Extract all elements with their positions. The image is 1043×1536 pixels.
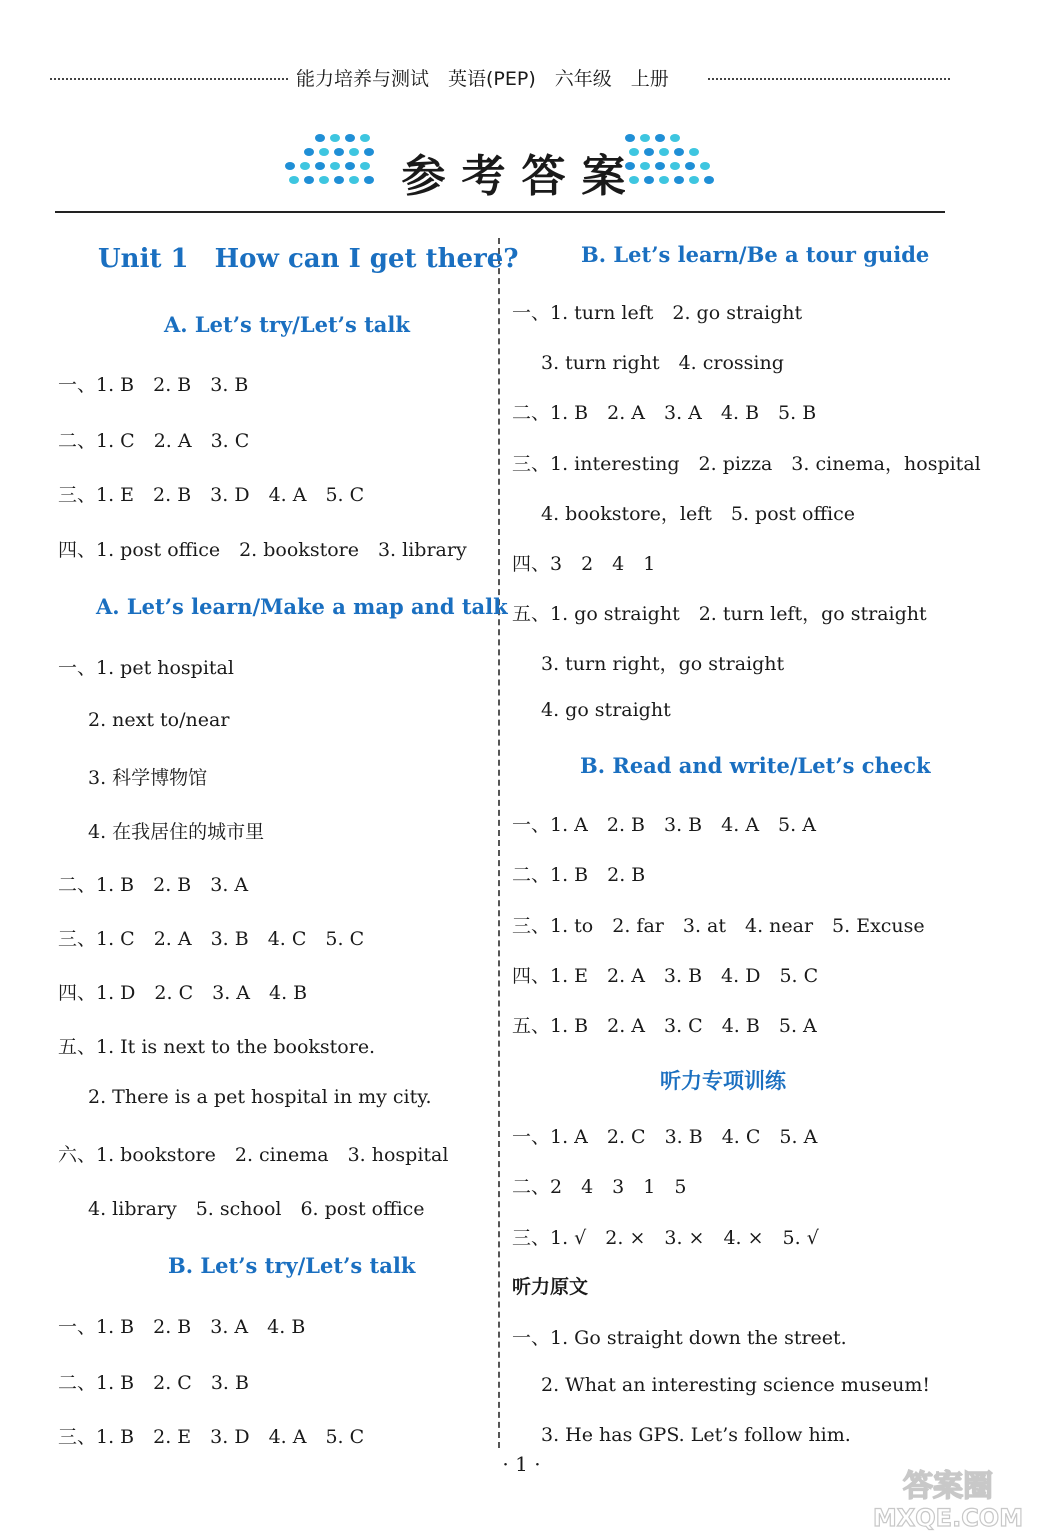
answer-line: 一、1. pet hospital bbox=[58, 657, 234, 679]
watermark-logo bbox=[863, 1466, 1033, 1532]
answer-line: 四、1. D 2. C 3. A 4. B bbox=[58, 982, 308, 1004]
answer-line: 2. next to/near bbox=[88, 709, 230, 731]
section-heading: B. Let’s try/Let’s talk bbox=[168, 1253, 416, 1278]
answer-line: 4. library 5. school 6. post office bbox=[88, 1198, 425, 1220]
answer-line: 三、1. C 2. A 3. B 4. C 5. C bbox=[58, 928, 365, 950]
header-dots-left bbox=[50, 78, 288, 80]
answer-line: 3. He has GPS. Let’s follow him. bbox=[541, 1424, 851, 1446]
section-heading: B. Let’s learn/Be a tour guide bbox=[581, 242, 930, 267]
page-number: · 1 · bbox=[502, 1452, 541, 1476]
answer-line: 一、1. A 2. C 3. B 4. C 5. A bbox=[512, 1126, 818, 1148]
column-divider bbox=[498, 238, 500, 1448]
answer-line: 3. 科学博物馆 bbox=[88, 767, 208, 789]
answer-line: 五、1. go straight 2. turn left，go straight bbox=[512, 603, 927, 625]
answer-line: 4. 在我居住的城市里 bbox=[88, 821, 265, 843]
answer-line: 四、1. E 2. A 3. B 4. D 5. C bbox=[512, 965, 819, 987]
answer-line: 二、1. B 2. C 3. B bbox=[58, 1372, 249, 1394]
section-heading: B. Read and write/Let’s check bbox=[580, 753, 931, 778]
answer-line: 4. bookstore，left 5. post office bbox=[541, 503, 855, 525]
answer-line: 三、1. interesting 2. pizza 3. cinema，hospital bbox=[512, 453, 981, 475]
answer-line: 四、3 2 4 1 bbox=[512, 553, 656, 575]
answer-line: 五、1. It is next to the bookstore. bbox=[58, 1036, 376, 1058]
answer-line: 4. go straight bbox=[541, 699, 671, 721]
header-text: 能力培养与测试 英语(PEP) 六年级 上册 bbox=[296, 68, 669, 90]
answer-line: 六、1. bookstore 2. cinema 3. hospital bbox=[58, 1144, 449, 1166]
answer-line: 二、1. B 2. B 3. A bbox=[58, 874, 249, 896]
header-dots-right bbox=[708, 78, 950, 80]
answer-line: 二、2 4 3 1 5 bbox=[512, 1176, 687, 1198]
answer-line: 2. There is a pet hospital in my city. bbox=[88, 1086, 432, 1108]
answer-line: 3. turn right 4. crossing bbox=[541, 352, 784, 374]
listening-script-heading: 听力原文 bbox=[512, 1276, 589, 1298]
answer-line: 三、1. B 2. E 3. D 4. A 5. C bbox=[58, 1426, 365, 1448]
page-title: 参考答案 bbox=[401, 151, 642, 202]
answer-line: 3. turn right，go straight bbox=[541, 653, 785, 675]
running-header bbox=[50, 64, 950, 94]
answer-line: 一、1. B 2. B 3. B bbox=[58, 374, 249, 396]
answer-line: 四、1. post office 2. bookstore 3. library bbox=[58, 539, 467, 561]
section-heading: A. Let’s try/Let’s talk bbox=[164, 312, 410, 337]
answer-line: 一、1. A 2. B 3. B 4. A 5. A bbox=[512, 814, 816, 836]
answer-line: 一、1. turn left 2. go straight bbox=[512, 302, 803, 324]
answer-line: 二、1. B 2. A 3. A 4. B 5. B bbox=[512, 402, 817, 424]
answer-line: 五、1. B 2. A 3. C 4. B 5. A bbox=[512, 1015, 817, 1037]
answer-line: 2. What an interesting science museum! bbox=[541, 1374, 930, 1396]
answer-line: 二、1. C 2. A 3. C bbox=[58, 430, 250, 452]
section-heading: 听力专项训练 bbox=[660, 1068, 786, 1093]
answer-line: 二、1. B 2. B bbox=[512, 864, 646, 886]
section-heading: A. Let’s learn/Make a map and talk bbox=[96, 594, 508, 619]
title-rule bbox=[55, 211, 945, 213]
svg-text:答案圈: 答案圈 bbox=[903, 1469, 993, 1504]
unit-title: Unit 1 How can I get there? bbox=[98, 244, 519, 274]
answer-line: 一、1. Go straight down the street. bbox=[512, 1327, 847, 1349]
answer-line: 一、1. B 2. B 3. A 4. B bbox=[58, 1316, 306, 1338]
answer-line: 三、1. √ 2. × 3. × 4. × 5. √ bbox=[512, 1227, 819, 1249]
answer-line: 三、1. E 2. B 3. D 4. A 5. C bbox=[58, 484, 365, 506]
svg-text:MXQE.COM: MXQE.COM bbox=[872, 1504, 1024, 1532]
answer-line: 三、1. to 2. far 3. at 4. near 5. Excuse bbox=[512, 915, 925, 937]
